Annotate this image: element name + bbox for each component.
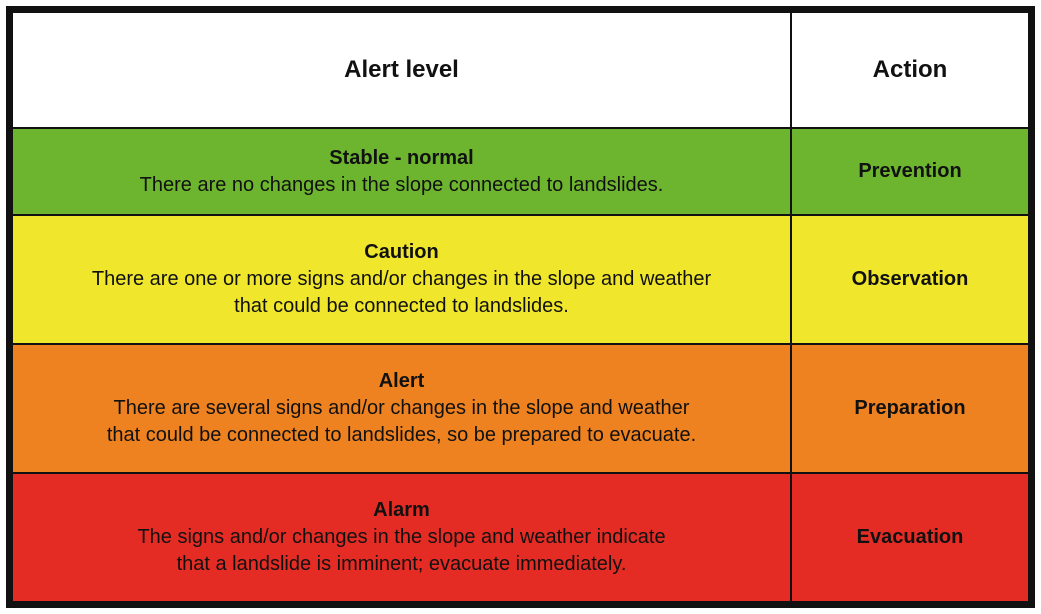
table-row-stable xyxy=(12,128,1029,215)
action-cell: Preparation xyxy=(791,344,1029,473)
table-row-alarm xyxy=(12,473,1029,602)
level-title: Stable - normal xyxy=(329,146,474,169)
alert-level-cell xyxy=(12,473,791,602)
table-row-alert xyxy=(12,344,1029,473)
level-description: There are no changes in the slope connected to landslides. xyxy=(139,173,664,196)
level-description: There are one or more signs and/or changes in the slope and weather that could be connected to landslides. xyxy=(91,268,712,317)
alert-level-table xyxy=(6,6,1035,608)
action-cell: Evacuation xyxy=(791,473,1029,602)
level-title: Caution xyxy=(364,241,439,263)
alert-level-cell xyxy=(12,215,791,344)
alert-level-cell xyxy=(12,128,791,215)
level-description: The signs and/or changes in the slope and weather indicate that a landslide is imminent; evacuate immediately. xyxy=(137,525,666,575)
alert-table xyxy=(11,11,1030,603)
table-row-caution xyxy=(12,215,1029,344)
level-title: Alert xyxy=(378,369,425,392)
alert-level-cell xyxy=(12,344,791,473)
table-header-row xyxy=(12,12,1029,128)
level-description: There are several signs and/or changes in the slope and weather that could be connected to landslides, so be prepared to evacuate. xyxy=(106,396,697,446)
action-cell: Observation xyxy=(791,215,1029,344)
level-title: Alarm xyxy=(373,498,430,521)
header-alert-level: Alert level xyxy=(12,12,791,128)
action-cell: Prevention xyxy=(791,128,1029,215)
header-action: Action xyxy=(791,12,1029,128)
